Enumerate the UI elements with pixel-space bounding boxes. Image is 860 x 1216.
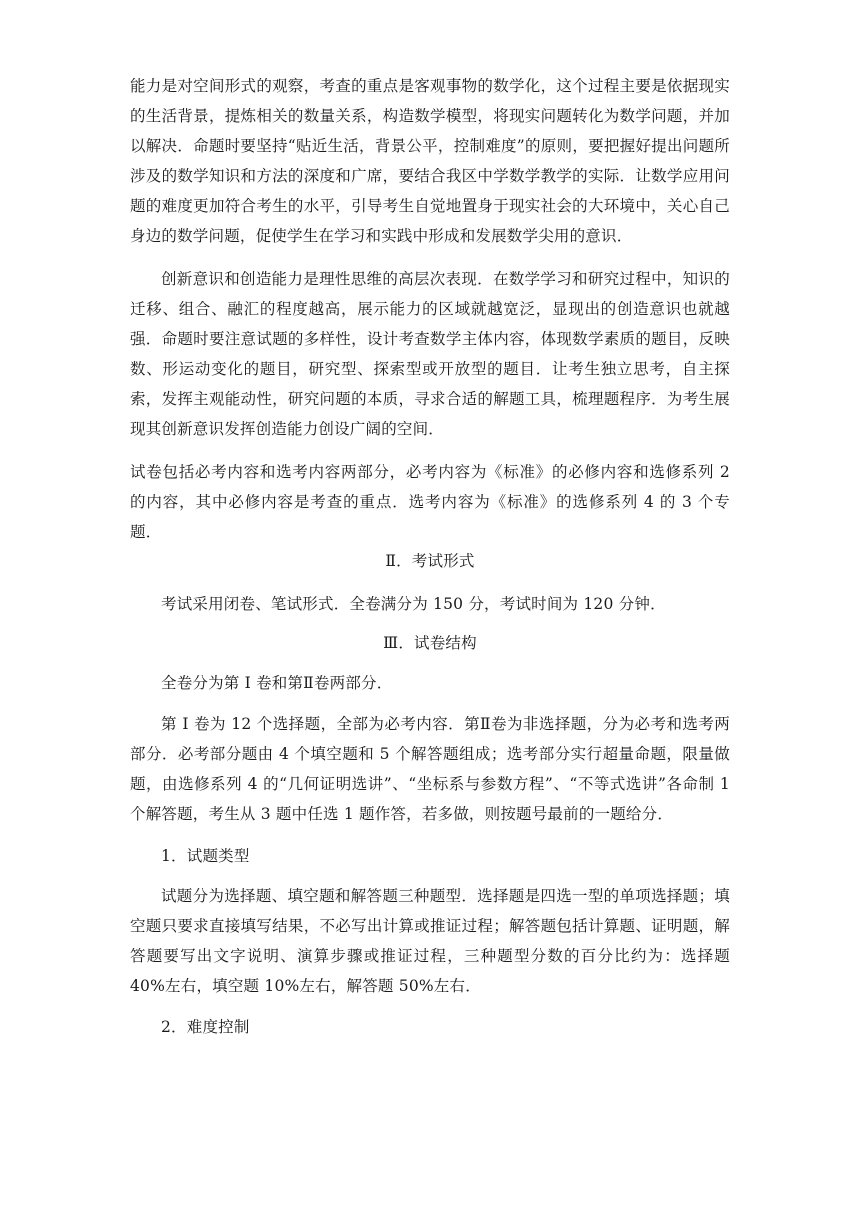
section-heading-exam-form: Ⅱ．考试形式 (385, 552, 475, 570)
paragraph-applied-math: 能力是对空间形式的观察，考查的重点是客观事物的数学化，这个过程主要是依据现实的生活背景，提炼相关的数量关系，构造数学模型，将现实问题转化为数学问题，并加以解决．命题时要坚持“贴近生活，背景公平，控制难度”的原则，要把握好提出问题所涉及的数学知识和方法的深度和广席，要结合我区中学数学教学的实际．让数学应用问题的难度更加符合考生的水平，引导考生自觉地置身于现实社会的大环境中，关心自己身边的数学问题，促使学生在学习和实践中形成和发展数学尖用的意识． (130, 77, 730, 245)
paragraph-exam-form: 考试采用闭卷、笔试形式．全卷满分为 150 分，考试时间为 120 分钟． (161, 595, 666, 613)
paragraph-two-parts: 全卷分为第 I 卷和第Ⅱ卷两部分． (161, 674, 393, 692)
paragraph-innovation: 创新意识和创造能力是理性思维的高层次表现．在数学学习和研究过程中，知识的迁移、组合、融汇的程度越高，展示能力的区域就越宽泛，显现出的创造意识也就越强．命题时要注意试题的多样性，设计考查数学主体内容，体现数学素质的题目，反映数、形运动变化的题目，研究型、探索型或开放型的题目．让考生独立思考，自主探索，发挥主观能动性，研究问题的本质，寻求合适的解题工具，梳理题程序．为考生展现其创新意识发挥创造能力创设广阔的空间． (130, 270, 730, 438)
paragraph-question-types: 试题分为选择题、填空题和解答题三种题型．选择题是四选一型的单项选择题；填空题只要求直接填写结果，不必写出计算或推证过程；解答题包括计算题、证明题，解答题要写出文字说明、演算步骤或推证过程，三种题型分数的百分比约为：选择题 40%左右，填空题 10%左右，解答题 50%左右． (130, 887, 730, 995)
subheading-question-types: 1．试题类型 (161, 847, 250, 865)
subheading-difficulty-control: 2．难度控制 (161, 1018, 250, 1036)
paragraph-content-scope: 试卷包括必考内容和选考内容两部分，必考内容为《标准》的必修内容和选修系列 2 的内容，其中必修内容是考查的重点．选考内容为《标准》的选修系列 4 的 3 个专题． (130, 463, 730, 541)
section-heading-paper-structure: Ⅲ．试卷结构 (383, 634, 477, 652)
paragraph-question-layout: 第 I 卷为 12 个选择题，全部为必考内容．第Ⅱ卷为非选择题，分为必考和选考两部分．必考部分题由 4 个填空题和 5 个解答题组成；选考部分实行超量命题，限量做题，由选修系列 4 的“几何证明选讲”、“坐标系与参数方程”、“不等式选讲”各命制 1 个解答题，考生从 3 题中任选 1 题作答，若多做，则按题号最前的一题给分． (130, 715, 730, 823)
